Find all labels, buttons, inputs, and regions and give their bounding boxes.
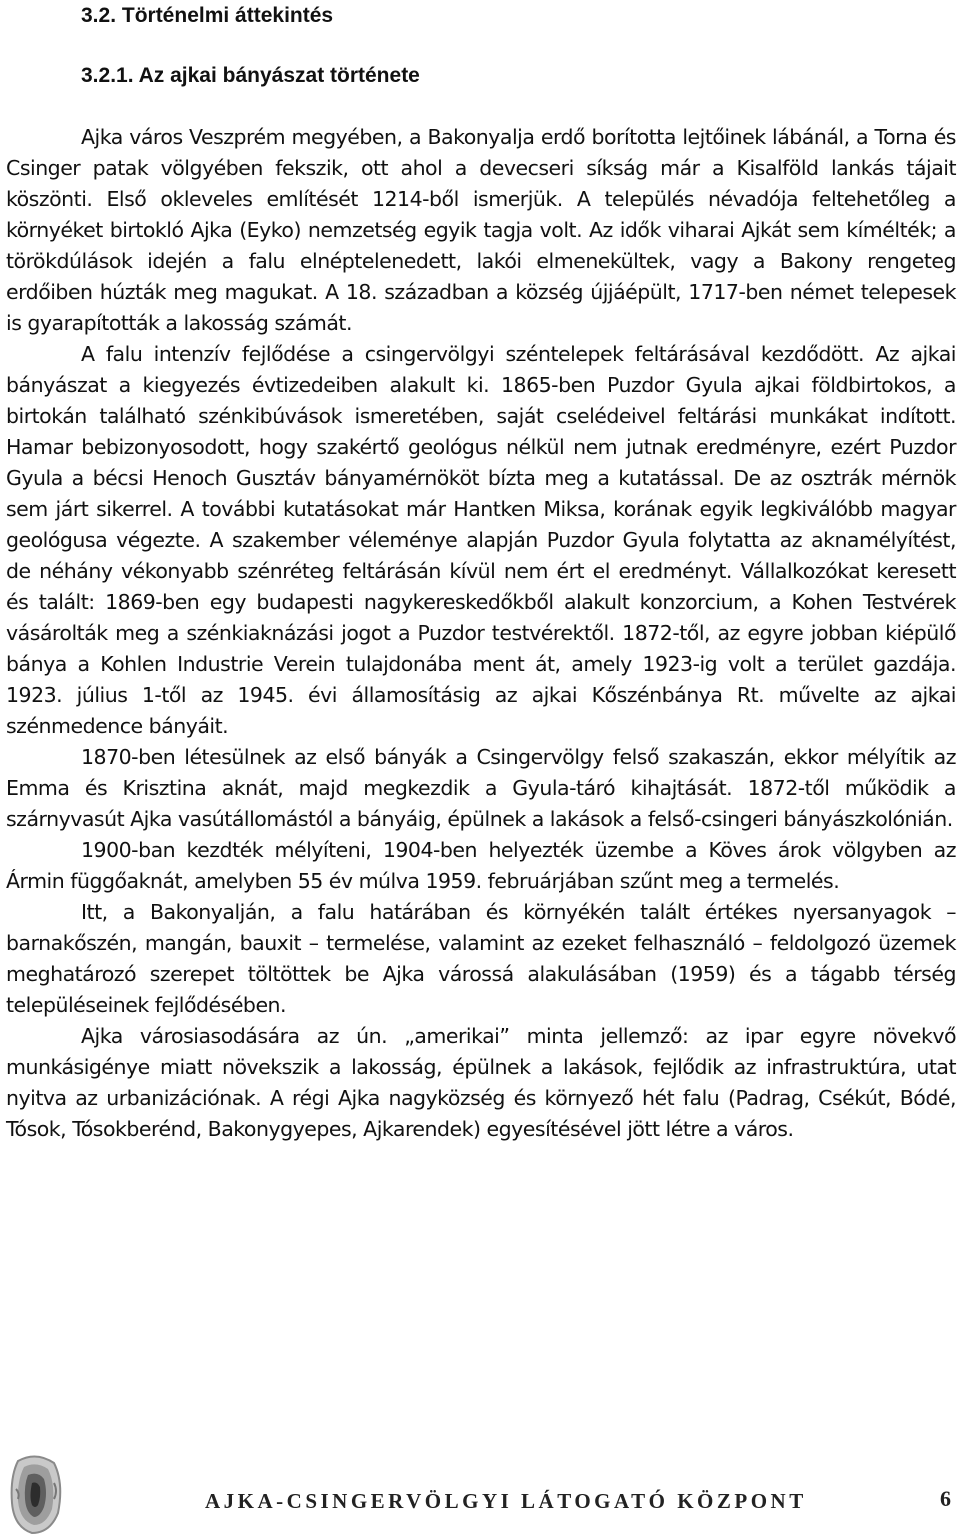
miner-lamp-logo-icon — [6, 1453, 66, 1535]
paragraph: Itt, a Bakonyalján, a falu határában és környékén talált értékes nyersanyagok – barnakőszén, mangán, bauxit – termelése, valamint az ezeket felhasználó – feldolgozó üzemek meghatározó szerepet töltöttek be Ajka várossá alakulásában (1959) és a tágabb térség településeinek fejlődésében. — [6, 900, 956, 1017]
footer-title: AJKA-CSINGERVÖLGYI LÁTOGATÓ KÖZPONT — [205, 1489, 807, 1513]
section-heading: 3.2. Történelmi áttekintés — [81, 4, 334, 27]
page-number: 6 — [940, 1486, 951, 1511]
paragraph: A falu intenzív fejlődése a csingervölgyi széntelepek feltárásával kezdődött. Az ajkai bányászat a kiegyezés évtizedeiben alakult ki. 1865-ben Puzdor Gyula ajkai földbirtokos, a birtokán található szénkibúvások ismeretében, saját cselédeivel feltárási munkákat indított. Hamar bebizonyosodott, hogy szakértő geológus nélkül nem jutnak eredményre, ezért Puzdor Gyula a bécsi Henoch Gusztáv bányamérnököt bízta meg a kutatással. De az osztrák mérnök sem járt sikerrel. A további kutatásokat már Hantken Miksa, korának egyik legkiválóbb magyar geológusa végezte. A szakember véleménye alapján Puzdor Gyula folytatta az aknamélyítést, de néhány vékonyabb szénréteg feltárásán kívül nem ért el eredményt. Vállalkozókat keresett és talált: 1869-ben egy budapesti nagykereskedőkből alakult konzorcium, a Kohen Testvérek vásárolták meg a szénkiaknázási jogot a Puzdor testvérektől. 1872-től, az egyre jobban kiépülő bánya a Kohlen Industrie Verein tulajdonába ment át, amely 1923-ig volt a terület gazdája. 1923. július 1-től az 1945. évi államosításig az ajkai Kőszénbánya Rt. művelte az ajkai szénmedence bányáit. — [6, 342, 956, 738]
paragraph: Ajka város Veszprém megyében, a Bakonyalja erdő borította lejtőinek lábánál, a Torna és Csinger patak völgyében fekszik, ott ahol a devecseri síkság már a Kisalföld lankás tájait köszönti. Első okleveles említését 1214-ből ismerjük. A település névadója feltehetőleg a környéket birtokló Ajka (Eyko) nemzetség egyik tagja volt. Az idők viharai Ajkát sem kímélték; a törökdúlások idején a falu elnéptelenedett, lakói elmenekültek, vagy a Bakony rengeteg erdőiben húzták meg magukat. A 18. században a község újjáépült, 1717-ben német telepesek is gyarapították a lakosság számát. — [6, 125, 956, 335]
paragraph: Ajka városiasodására az ún. „amerikai” minta jellemző: az ipar egyre növekvő munkásigénye miatt növekszik a lakosság, épülnek a lakások, fejlődik az infrastruktúra, utat nyitva az urbanizációnak. A régi Ajka nagyközség és környező hét falu (Padrag, Csékút, Bódé, Tósok, Tósokberénd, Bakonygyepes, Ajkarendek) egyesítésével jött létre a város. — [6, 1024, 956, 1141]
paragraph: 1870-ben létesülnek az első bányák a Csingervölgy felső szakaszán, ekkor mélyítik az Emma és Krisztina aknát, majd megkezdik a Gyula-táró kihajtását. 1872-től működik a szárnyvasút Ajka vasútállomástól a bányáig, épülnek a lakások a felső-csingeri bányászkolónián. — [6, 745, 956, 831]
subsection-heading: 3.2.1. Az ajkai bányászat története — [81, 64, 420, 87]
body-text — [6, 122, 956, 1145]
paragraph: 1900-ban kezdték mélyíteni, 1904-ben helyezték üzembe a Köves árok völgyben az Ármin függőaknát, amelyben 55 év múlva 1959. februárjában szűnt meg a termelés. — [6, 838, 956, 893]
